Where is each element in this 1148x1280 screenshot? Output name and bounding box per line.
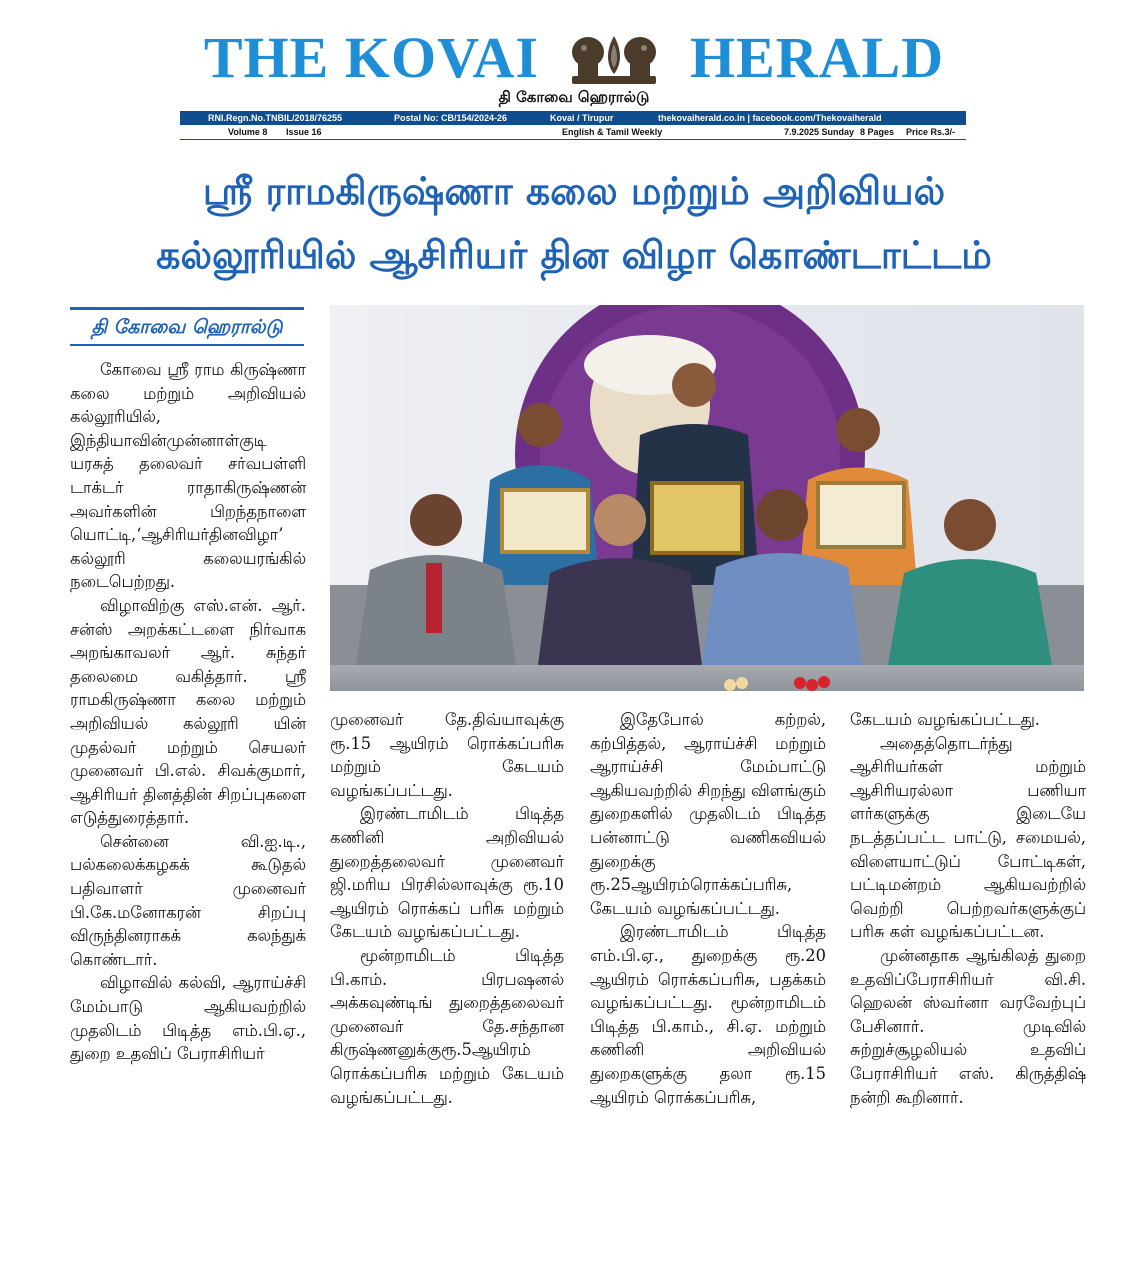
masthead-tamil-name: தி கோவை ஹெரால்டு (498, 88, 650, 106)
article-column-4 (850, 708, 1086, 1109)
article-paragraph: இதேபோல் கற்றல், கற்பித்தல், ஆராய்ச்சி மற்றும் ஆராய்ச்சி மேம்பாட்டு ஆகியவற்றில் சிறந்து விளங்கும் துறைகளில் முதலிடம் பிடித்த பன்னாட்டு வணிகவியல் துறைக்கு ரூ.25ஆயிரம்ரொக்கப்பரிசு, கேடயம் வழங்கப்பட்டது. (590, 710, 826, 918)
article-paragraph: மூன்றாமிடம் பிடித்த பி.காம். பிரபஷனல் அக்கவுண்டிங் துறைத்தலைவர் முனைவர் தே.சந்தான கிருஷ்ணனுக்குரூ.5ஆயிரம் ரொக்கப்பரிசு மற்றும் கேடயம் வழங்கப்பட்டது. (330, 945, 564, 1107)
article-paragraph: கோவை ஸ்ரீ ராம கிருஷ்ணா கலை மற்றும் அறிவியல் கல்லூரியில், இந்தியாவின்முன்னாள்குடி யரசுத் தலைவர் சர்வபள்ளி டாக்டர் ராதாகிருஷ்ணன் அவர்களின் பிறந்தநாளை யொட்டி,‘ஆசிரியர்தினவிழா’ கல்லூரி கலையரங்கில் நடைபெற்றது. (70, 360, 306, 592)
article-paragraph: இரண்டாமிடம் பிடித்த எம்.பி.ஏ., துறைக்கு ரூ.20 ஆயிரம் ரொக்கப்பரிசு, பதக்கம் வழங்கப்பட்டது. மூன்றாமிடம் பிடித்த பி.காம்., சி.ஏ. மற்றும் கணினி அறிவியல் துறைகளுக்கு தலா ரூ.15 ஆயிரம் ரொக்கப்பரிசு, (590, 922, 826, 1107)
article-paragraph: முனைவர் தே.திவ்யாவுக்கு ரூ.15 ஆயிரம் ரொக்கப்பரிசு மற்றும் கேடயம் வழங்கப்பட்டது. (330, 710, 564, 800)
edition-place: Kovai / Tirupur (550, 113, 614, 123)
headline-line-1: ஸ்ரீ ராமகிருஷ்ணா கலை மற்றும் அறிவியல் (202, 169, 946, 213)
masthead-title-right: HERALD (689, 24, 945, 90)
article-paragraph: கேடயம் வழங்கப்பட்டது. (850, 710, 1040, 729)
masthead-title-left: THE KOVAI (203, 24, 539, 90)
article-paragraph: இரண்டாமிடம் பிடித்த கணினி அறிவியல் துறைத்தலைவர் முனைவர் ஜி.மரிய பிரசில்லாவுக்கு ரூ.10 ஆயிரம் ரொக்கப் பரிசு மற்றும் கேடயம் வழங்கப்பட்டது. (330, 804, 564, 942)
issue-label: Issue 16 (286, 127, 322, 137)
regn-number: RNI.Regn.No.TNBIL/2018/76255 (208, 113, 343, 123)
article-paragraph: முன்னதாக ஆங்கிலத் துறை உதவிப்பேராசிரியர் வி.சி. ஹெலன் ஸ்வர்னா வரவேற்புப் பேசினார். முடிவில் சுற்றுச்சூழலியல் உதவிப் பேராசிரியர் எஸ். கிருத்திஷ் நன்றி கூறினார். (850, 945, 1086, 1107)
article-paragraph: சென்னை வி.ஐ.டி., பல்கலைக்கழகக் கூடுதல் பதிவாளர் முனைவர் பி.கே.மனோகரன் சிறப்பு விருந்தினராகக் கலந்துக் கொண்டார். (70, 831, 306, 969)
masthead-title (0, 20, 1148, 90)
article-paragraph: விழாவிற்கு எஸ்.என். ஆர். சன்ஸ் அறக்கட்டளை நிர்வாக அறங்காவலர் ஆர். சுந்தர் தலைமை வகித்தார். ஸ்ரீ ராமகிருஷ்ணா கலை மற்றும் அறிவியல் கல்லூரி யின் முதல்வர் மற்றும் செயலர் முனைவர் பி.எல். சிவக்குமார், ஆசிரியர் தினத்தின் சிறப்புகளை எடுத்துரைத்தார். (70, 595, 306, 828)
article-column-3 (590, 708, 826, 1109)
masthead-infobar (180, 111, 966, 125)
edition-label: English & Tamil Weekly (562, 127, 663, 137)
article-column-2 (330, 708, 564, 1109)
article-paragraph: விழாவில் கல்வி, ஆராய்ச்சி மேம்பாடு ஆகியவற்றில் முதலிடம் பிடித்த எம்.பி.ஏ., துறை உதவிப் பேராசிரியர் (70, 973, 306, 1064)
date-label: 7.9.2025 Sunday (784, 127, 855, 137)
byline: தி கோவை ஹெரால்டு (70, 307, 304, 346)
event-photo-image (330, 305, 1084, 691)
event-photo (330, 305, 1084, 691)
postal-number: Postal No: CB/154/2024-26 (394, 113, 508, 123)
web-links: thekovaiherald.co.in | facebook.com/Thekovaiherald (658, 113, 882, 123)
pages-label: 8 Pages (860, 127, 895, 137)
article-paragraph: அதைத்தொடர்ந்து ஆசிரியர்கள் மற்றும் ஆசிரியரல்லா பணியா ளர்களுக்கு இடையே நடத்தப்பட்ட பாட்டு, சமையல், விளையாட்டுப் போட்டிகள், பட்டிமன்றம் ஆகியவற்றில் வெற்றி பெற்றவர்களுக்குப் பரிசு கள் வழங்கப்பட்டன. (850, 733, 1086, 942)
masthead-subbar (180, 126, 966, 140)
price-label: Price Rs.3/- (906, 127, 956, 137)
article-column-1 (70, 358, 306, 1066)
headline-line-2: கல்லூரியில் ஆசிரியர் தின விழா கொண்டாட்டம் (156, 233, 992, 277)
volume-label: Volume 8 (228, 127, 268, 137)
lions-emblem-icon (564, 30, 664, 86)
